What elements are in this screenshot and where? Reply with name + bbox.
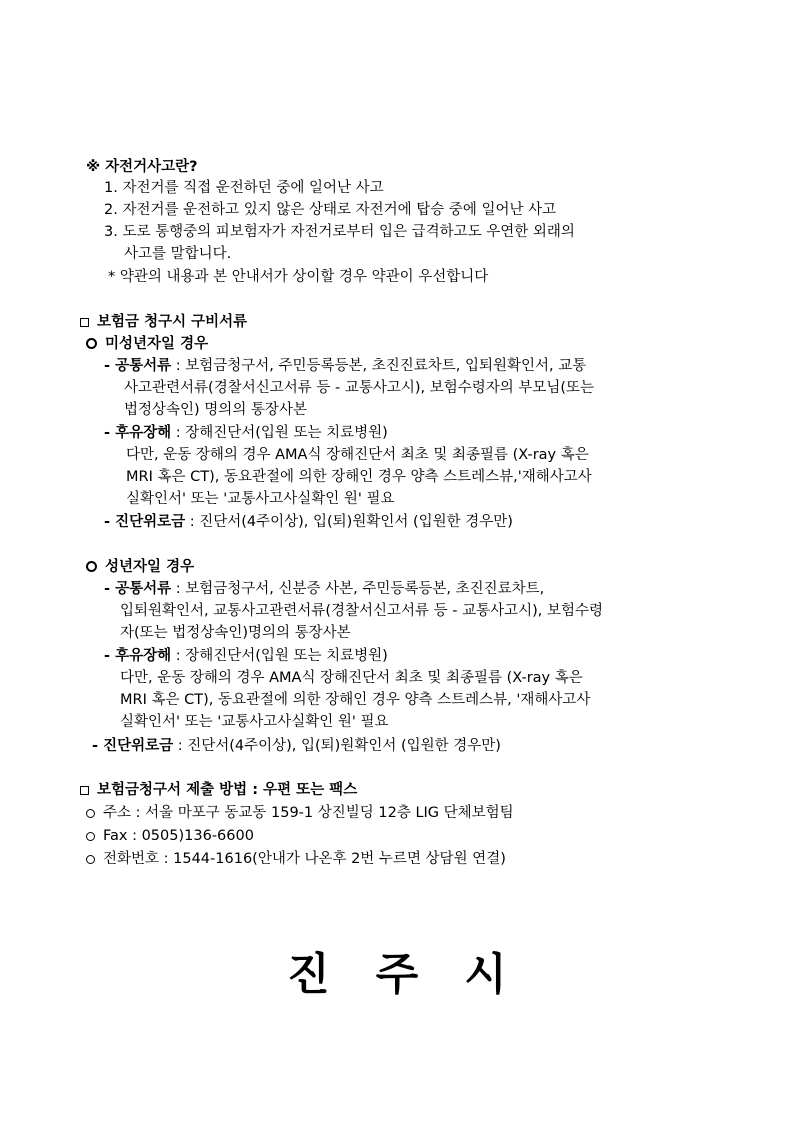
note-item-3: 3. 도로 통행중의 피보험자가 자전거로부터 입은 급격하고도 우연한 외래의 [104,224,575,240]
adult-heading: 성년자일 경우 [86,558,194,576]
minor-heading: 미성년자일 경우 [86,335,208,353]
circle-bullet-icon [86,561,97,572]
circle-bullet-icon [86,809,95,818]
submit-address: 주소 : 서울 마포구 동교동 159-1 상진빌딩 12층 LIG 단체보험팀 [86,804,514,822]
note-item-1: 1. 자전거를 직접 운전하던 중에 일어난 사고 [104,180,384,196]
note-item-2: 2. 자전거를 운전하고 있지 않은 상태로 자전거에 탑승 중에 일어난 사고 [104,202,557,218]
minor-disability-line-3: MRI 혹은 CT), 동요관절에 의한 장해인 경우 양측 스트레스뷰,'재해사고사 [126,469,592,485]
minor-diagnosis-line: - 진단위로금 : 진단서(4주이상), 입(퇴)원확인서 (입원한 경우만) [104,514,513,530]
adult-diagnosis-line: - 진단위로금 : 진단서(4주이상), 입(퇴)원확인서 (입원한 경우만) [92,738,501,754]
docs-heading: 보험금 청구시 구비서류 [80,313,247,331]
adult-common-line-3: 자(또는 법정상속인)명의의 통장사본 [120,625,351,641]
minor-disability-line-4: 실확인서' 또는 '교통사고사실확인 원' 필요 [126,491,395,507]
submit-fax: Fax : 0505)136-6600 [86,827,254,845]
circle-bullet-icon [86,855,95,864]
note-footnote: * 약관의 내용과 본 안내서가 상이할 경우 약관이 우선합니다 [108,269,489,285]
circle-bullet-icon [86,832,95,841]
adult-common-line-2: 입퇴원확인서, 교통사고관련서류(경찰서신고서류 등 - 교통사고시), 보험수령 [120,603,604,619]
submit-phone: 전화번호 : 1544-1616(안내가 나온후 2번 누르면 상담원 연결) [86,850,506,868]
minor-disability-line-1: - 후유장해 : 장해진단서(입원 또는 치료병원) [104,425,388,441]
note-heading: ※ 자전거사고란? [86,159,198,175]
square-bullet-icon [80,786,89,795]
adult-common-line-1: - 공통서류 : 보험금청구서, 신분증 사본, 주민등록등본, 초진진료차트, [104,581,545,597]
minor-common-line-1: - 공통서류 : 보험금청구서, 주민등록등본, 초진진료차트, 입퇴원확인서, 교통 [104,358,587,374]
adult-disability-line-2: 다만, 운동 장해의 경우 AMA식 장해진단서 최초 및 최종필름 (X-ray 혹은 [120,670,583,686]
note-item-3-cont: 사고를 말합니다. [124,246,232,262]
adult-disability-line-3: MRI 혹은 CT), 동요관절에 의한 장해인 경우 양측 스트레스뷰, '재해사고사 [120,692,591,708]
submit-heading: 보험금청구서 제출 방법 : 우편 또는 팩스 [80,781,357,799]
minor-common-line-3: 법정상속인) 명의의 통장사본 [124,402,307,418]
footer-title: 진주시 [287,949,553,1000]
circle-bullet-icon [86,338,97,349]
adult-disability-line-1: - 후유장해 : 장해진단서(입원 또는 치료병원) [104,648,388,664]
square-bullet-icon [80,318,89,327]
adult-disability-line-4: 실확인서' 또는 '교통사고사실확인 원' 필요 [120,714,389,730]
minor-common-line-2: 사고관련서류(경찰서신고서류 등 - 교통사고시), 보험수령자의 부모님(또는 [124,380,595,396]
minor-disability-line-2: 다만, 운동 장해의 경우 AMA식 장해진단서 최초 및 최종필름 (X-ray 혹은 [126,447,589,463]
